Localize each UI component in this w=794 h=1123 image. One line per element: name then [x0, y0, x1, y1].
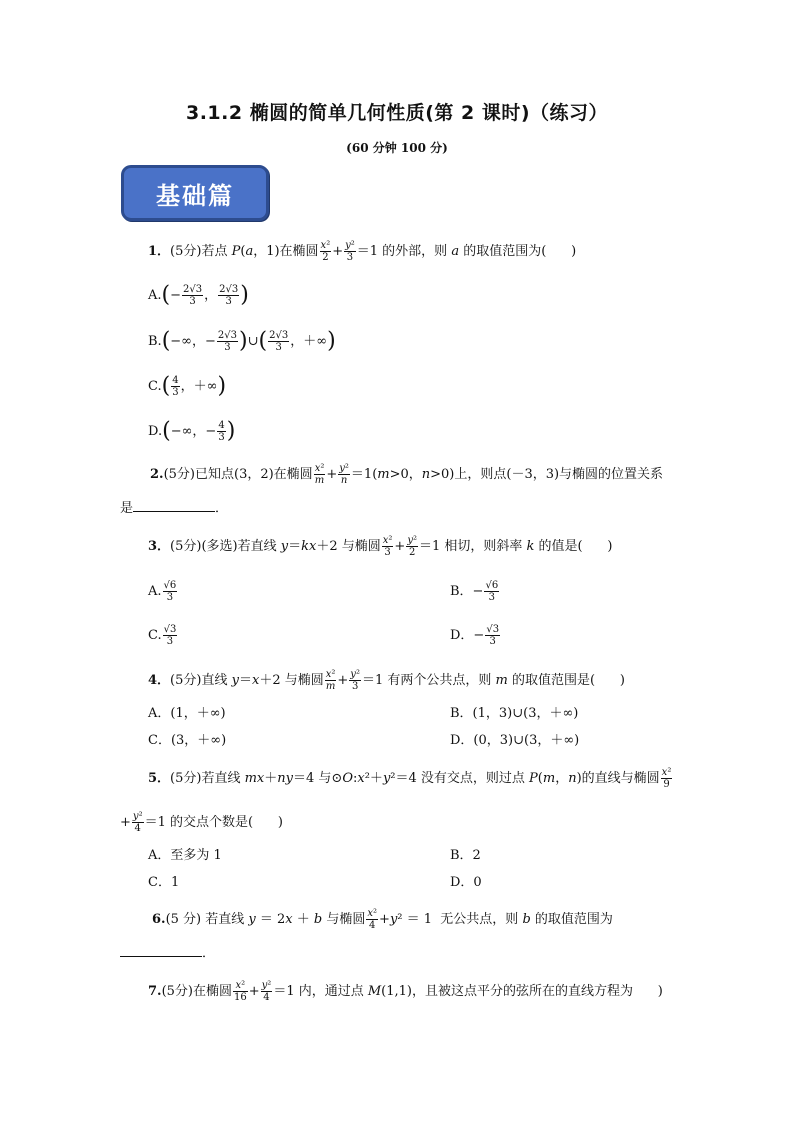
frac-y2-3: $\frac{\text{y²}}{3}$ — [345, 240, 355, 263]
question-7: 7.(5分)在椭圆 $\frac{\text{x²}}{16}$ + $\frac{\text{y²}}{4}$ ＝1 内，通过点 M(1,1)，且被这点平分的弦所在的直线方程为 ) — [148, 980, 663, 1003]
q5-option-b[interactable]: B．2 — [450, 848, 481, 863]
q4-option-a[interactable]: A．(1，＋∞) — [148, 706, 226, 721]
question-5-cont: + $\frac{\text{y²}}{4}$ ＝1 的交点个数是( ) — [120, 811, 283, 834]
frac-x2-2: $\frac{\text{x²}}{2}$ — [320, 240, 331, 263]
q5-option-d[interactable]: D．0 — [450, 875, 482, 890]
q3-option-d[interactable]: D．− $\frac{√3}{3}$ — [450, 624, 500, 647]
q1-option-d[interactable]: D.(−∞，− $\frac{4}{3}$ ) — [148, 418, 236, 444]
question-1: 1．(5分)若点 P(a，1)在椭圆 $\frac{\text{x²}}{2}$ + $\frac{\text{y²}}{3}$ ＝1 的外部，则 a 的取值范围为( ) — [148, 240, 577, 263]
q4-option-d[interactable]: D．(0，3)∪(3，＋∞) — [450, 733, 580, 748]
q6-answer-line: ． — [120, 944, 215, 964]
q4-option-c[interactable]: C．(3，＋∞) — [148, 733, 227, 748]
section-label: 基础篇 — [156, 180, 234, 210]
page-subtitle: (60 分钟 100 分) — [346, 141, 448, 155]
q1-option-c[interactable]: C.( $\frac{4}{3}$ ，＋∞) — [148, 373, 227, 399]
page-title: 3.1.2 椭圆的简单几何性质(第 2 课时)（练习） — [185, 102, 609, 124]
question-4: 4．(5分)直线 y＝x＋2 与椭圆 $\frac{\text{x²}}{m}$ + $\frac{\text{y²}}{3}$ ＝1 有两个公共点，则 m 的取值范围是( ) — [148, 669, 625, 692]
question-6: 6.(5 分) 若直线 y ＝ 2x ＋ b 与椭圆 $\frac{\text{x²}}{4}$ +y² ＝ 1 无公共点，则 b 的取值范围为 — [152, 908, 613, 931]
q3-option-a[interactable]: A. $\frac{√6}{3}$ — [148, 580, 177, 603]
q5-option-a[interactable]: A．至多为 1 — [148, 848, 222, 863]
answer-blank[interactable] — [133, 499, 215, 512]
q1-option-b[interactable]: B.(−∞，− $\frac{2√3}{3}$ )∪( $\frac{2√3}{3}$ ，＋∞) — [148, 328, 336, 354]
answer-blank[interactable] — [120, 944, 202, 957]
question-3: 3．(5分)(多选)若直线 y＝kx＋2 与椭圆 $\frac{\text{x²}}{3}$ + $\frac{\text{y²}}{2}$ ＝1 相切，则斜率 k 的值是( ) — [148, 535, 613, 558]
question-2: 2.(5分)已知点(3，2)在椭圆 $\frac{\text{x²}}{m}$ + $\frac{\text{y²}}{n}$ ＝1(m>0，n>0)上，则点(－3，3)与椭圆的位置关系 — [150, 463, 664, 486]
q2-answer-line: 是 ． — [120, 501, 229, 516]
q3-option-b[interactable]: B．− $\frac{√6}{3}$ — [450, 580, 499, 603]
q1-option-a[interactable]: A.(− $\frac{2√3}{3}$ ， $\frac{2√3}{3}$ ) — [148, 282, 249, 308]
q3-option-c[interactable]: C. $\frac{√3}{3}$ — [148, 624, 177, 647]
q5-option-c[interactable]: C．1 — [148, 875, 180, 890]
section-badge — [121, 165, 269, 221]
question-5: 5．(5分)若直线 mx＋ny＝4 与⊙O:x²＋y²＝4 没有交点，则过点 P(m，n)的直线与椭圆 $\frac{\text{x²}}{9}$ — [148, 767, 672, 790]
q4-option-b[interactable]: B．(1，3)∪(3，＋∞) — [450, 706, 579, 721]
